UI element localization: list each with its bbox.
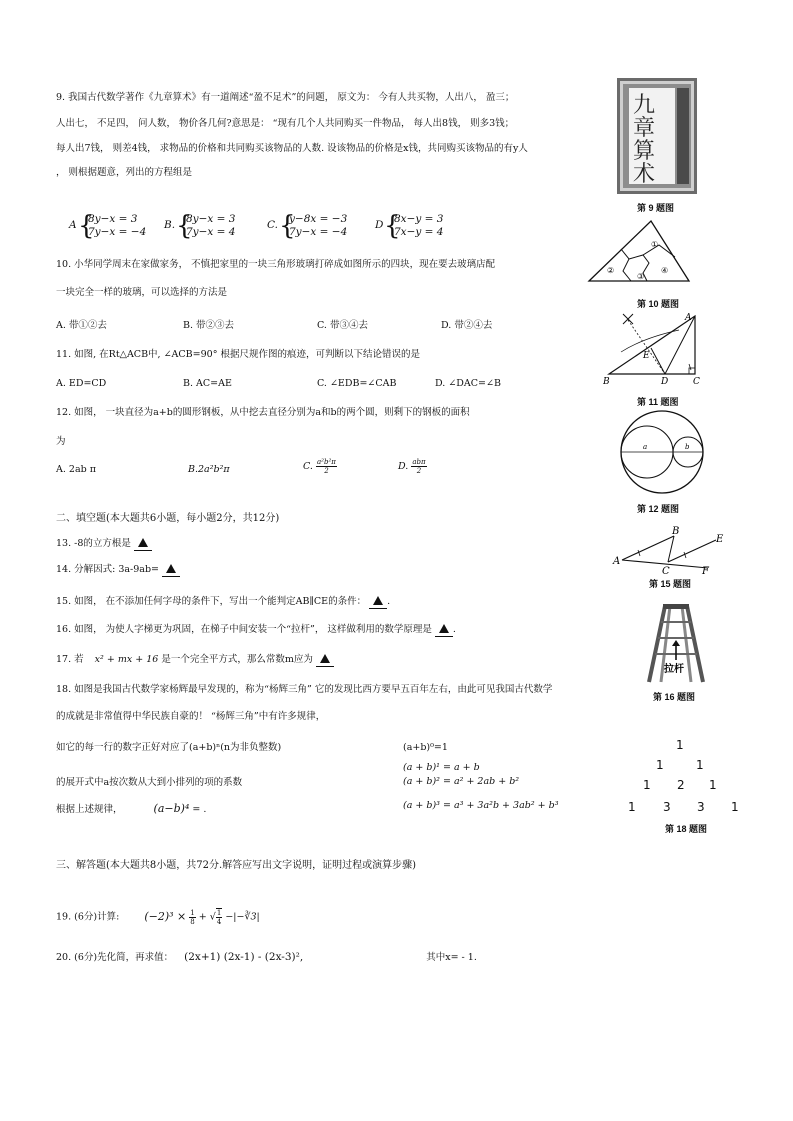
q12-option-d: D. $\frac{\text{abπ}}{2}$ xyxy=(398,458,426,475)
q10-option-a: A. 带①②去 xyxy=(56,320,107,331)
pascal-row-0-1: 1 xyxy=(676,738,684,752)
q10-option-c: C. 带③④去 xyxy=(317,320,368,331)
book-char-4: 术 xyxy=(633,162,656,187)
pascal-row-3-1: 1 xyxy=(628,800,636,814)
q19-text: 19. (6分)计算: (−2)³ × $\frac{1}{8}$ + √ $\frac{1}{4}$ −|−∛3| xyxy=(56,908,260,926)
q11-option-d: D. ∠DAC=∠B xyxy=(435,378,501,389)
pascal-row-3-3: 3 xyxy=(697,800,705,814)
fig12-caption: 第 12 题图 xyxy=(637,504,680,514)
diameter-a-label: a xyxy=(643,443,648,451)
fig10-caption: 第 10 题图 xyxy=(637,299,680,309)
circles-figure xyxy=(618,408,706,496)
q18-line-5: 根据上述规律， (a−b)⁴ = . xyxy=(56,802,207,815)
point-e-label: E xyxy=(643,351,650,361)
q11-option-a: A. ED=CD xyxy=(56,378,107,389)
q16-text: 16. 如图， 为使人字梯更为巩固，在梯子中间安装一个“拉杆”， 这样做利用的数学原理是 . xyxy=(56,624,456,635)
fig18-caption: 第 18 题图 xyxy=(665,824,708,834)
pull-rod-label: 拉杆 xyxy=(664,664,684,675)
pascal-row-2-2: 2 xyxy=(677,778,685,792)
point-f15-label: F xyxy=(702,566,709,576)
point-c-label: C xyxy=(693,377,700,387)
q12-line-2: 为 xyxy=(56,436,66,447)
q9-line-3: 每人出7钱， 则差4钱， 求物品的价格和共同购买该物品的人数. 设该物品的价格是x钱，共同购买该物品的有y人 xyxy=(56,143,528,154)
q18-line-1: 18. 如图是我国古代数学家杨辉最早发现的，称为“杨辉三角” 它的发现比西方要早五百年左右，由此可见我国古代数学 xyxy=(56,684,553,695)
expansion-1: (a + b)¹ = a + b xyxy=(403,762,480,773)
q20-text: 20. (6分)先化简，再求值： (2x+1) (2x-1) - (2x-3)², 其中x= - 1. xyxy=(56,951,477,963)
q15-text: 15. 如图， 在不添加任何字母的条件下，写出一个能判定AB∥CE的条件： . xyxy=(56,596,391,607)
q11-option-c: C. ∠EDB=∠CAB xyxy=(317,378,397,389)
ladder-image xyxy=(647,604,705,684)
q18-line-2: 的成就是非常值得中华民族自豪的！ “杨辉三角”中有许多规律， xyxy=(56,711,326,722)
expansion-0: (a+b)⁰=1 xyxy=(403,742,448,753)
book-char-1: 九 xyxy=(633,93,656,118)
triangle-construction-figure xyxy=(603,308,707,388)
q12-option-a: A. 2ab π xyxy=(56,464,96,475)
fig16-caption: 第 16 题图 xyxy=(653,692,696,702)
q9-line-2: 人出七， 不足四， 问人数， 物价各几何?意思是： “现有几个人共同购买一件物品， 每人出8钱， 则多3钱； xyxy=(56,118,515,129)
point-d-label: D xyxy=(661,377,669,387)
q10-line-2: 一块完全一样的玻璃，可以选择的方法是 xyxy=(56,287,228,298)
q18-line-3: 如它的每一行的数字正好对应了(a+b)ⁿ(n为非负整数) xyxy=(56,742,282,753)
pascal-row-2-1: 1 xyxy=(643,778,651,792)
section-3-heading: 三、解答题(本大题共8小题，共72分.解答应写出文字说明，证明过程或演算步骤) xyxy=(56,860,417,871)
piece-1-label: ① xyxy=(651,240,659,249)
piece-2-label: ② xyxy=(607,266,615,275)
q11-option-b: B. AC=AE xyxy=(183,378,232,389)
q15-answer-blank xyxy=(369,596,387,609)
piece-3-label: ③ xyxy=(637,272,645,281)
fig9-caption: 第 9 题图 xyxy=(637,203,675,213)
pascal-row-1-1: 1 xyxy=(656,758,664,772)
piece-4-label: ④ xyxy=(661,266,669,275)
pascal-row-3-4: 1 xyxy=(731,800,739,814)
section-2-heading: 二、填空题(本大题共6小题，每小题2分，共12分) xyxy=(56,513,280,524)
point-b15-label: B xyxy=(672,526,680,537)
book-cover-image xyxy=(617,78,697,194)
q13-answer-blank xyxy=(134,538,152,551)
q13-text: 13. -8的立方根是 xyxy=(56,538,152,551)
expansion-2: (a + b)² = a² + 2ab + b² xyxy=(403,776,520,787)
point-e15-label: E xyxy=(716,534,724,545)
q14-answer-blank xyxy=(162,564,180,577)
book-char-3: 算 xyxy=(633,139,656,164)
diameter-b-label: b xyxy=(685,443,690,451)
point-a15-label: A xyxy=(613,556,621,567)
q12-option-b: B.2a²b²π xyxy=(188,464,230,475)
q12-line-1: 12. 如图， 一块直径为a+b的圆形钢板，从中挖去直径分别为a和b的两个圆，则剩下的钢板的面积 xyxy=(56,407,470,418)
q10-option-d: D. 带②④去 xyxy=(441,320,493,331)
pascal-row-1-2: 1 xyxy=(696,758,704,772)
book-char-2: 章 xyxy=(633,116,656,141)
q17-text: 17. 若 x² + mx + 16 是一个完全平方式，那么常数m应为 xyxy=(56,654,334,667)
broken-glass-figure xyxy=(585,215,695,287)
q17-answer-blank xyxy=(316,654,334,667)
point-b-label: B xyxy=(603,377,610,387)
fig11-caption: 第 11 题图 xyxy=(637,397,679,407)
q9-line-1: 9. 我国古代数学著作《九章算术》有一道阐述“盈不足术”的问题， 原文为： 今有人共买物，人出八， 盈三； xyxy=(56,92,515,103)
point-a-label: A xyxy=(685,313,692,323)
fig15-caption: 第 15 题图 xyxy=(649,579,692,589)
parallel-lines-figure xyxy=(612,524,726,576)
q10-line-1: 10. 小华同学周末在家做家务， 不慎把家里的一块三角形玻璃打碎成如图所示的四块，现在要去玻璃店配 xyxy=(56,259,496,270)
q16-answer-blank xyxy=(435,624,453,637)
pascal-row-2-3: 1 xyxy=(709,778,717,792)
q18-line-4: 的展开式中a按次数从大到小排列的项的系数 xyxy=(56,777,243,788)
point-c15-label: C xyxy=(662,566,670,576)
q9-line-4: ， 则根据题意，列出的方程组是 xyxy=(56,167,193,178)
pascal-row-3-2: 3 xyxy=(663,800,671,814)
q11-line-1: 11. 如图, 在Rt△ACB中, ∠ACB=90° 根据尺规作图的痕迹，可判断以下结论错误的是 xyxy=(56,349,420,360)
q10-option-b: B. 带②③去 xyxy=(183,320,235,331)
q14-text: 14. 分解因式: 3a-9ab= xyxy=(56,564,180,577)
q12-option-c: C. $\frac{\text{a²b²π}}{2}$ xyxy=(303,458,336,475)
expansion-3: (a + b)³ = a³ + 3a²b + 3ab² + b³ xyxy=(403,800,559,811)
